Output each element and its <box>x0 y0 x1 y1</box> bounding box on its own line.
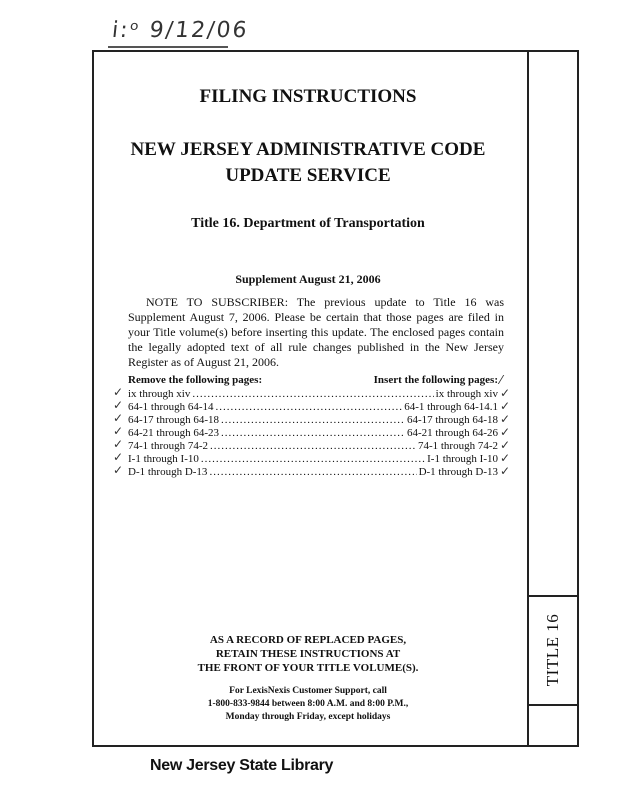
retain-notice-line-2: RETAIN THESE INSTRUCTIONS AT <box>215 648 401 660</box>
subject-heading: Title 16. Department of Transportation <box>191 216 425 231</box>
checkmark-icon: ✓ <box>113 398 124 412</box>
checkmark-icon: ✓ <box>113 385 124 399</box>
table-row <box>128 388 498 401</box>
leader-dots <box>221 414 405 427</box>
remove-pages: 64-17 through 64-18 <box>128 414 220 426</box>
remove-pages: 74-1 through 74-2 <box>128 440 209 452</box>
checkmark-icon: ✓ <box>500 438 511 452</box>
leader-dots <box>192 388 433 401</box>
checkmark-icon: ✓ <box>500 425 511 439</box>
subscriber-note-text: NOTE TO SUBSCRIBER: The previous update to Title 16 was Supplement August 7, 2006. Please be certain that those pages are filed in your Title volume(s) before inserting this update. The enclosed pages contain the legally adopted text of all rule changes published in the New Jersey Register as of August 21, 2006. <box>128 295 504 369</box>
checkmark-icon: ✓ <box>500 464 511 478</box>
insert-pages: 64-1 through 64-14.1 <box>404 401 498 413</box>
leader-dots <box>216 401 403 414</box>
page-frame-bottom <box>92 745 578 747</box>
tab-border-inner <box>527 50 529 747</box>
page-replacement-table <box>128 374 498 479</box>
retain-notice <box>112 633 504 675</box>
leader-dots <box>210 440 416 453</box>
handwriting-underline <box>108 46 228 48</box>
code-title-line-1: NEW JERSEY ADMINISTRATIVE CODE <box>130 139 486 160</box>
insert-pages: 64-17 through 64-18 <box>406 414 498 426</box>
left-checkmarks <box>113 386 129 477</box>
table-row <box>128 401 498 414</box>
insert-pages: I-1 through I-10 <box>427 453 498 465</box>
right-checkmarks <box>500 374 522 478</box>
support-line-3: Monday through Friday, except holidays <box>225 712 391 722</box>
retain-notice-line-1: AS A RECORD OF REPLACED PAGES, <box>209 634 407 646</box>
insert-pages: ix through xiv <box>435 388 498 400</box>
support-line-1: For LexisNexis Customer Support, call <box>229 686 387 696</box>
table-row <box>128 427 498 440</box>
customer-support-info <box>112 685 504 724</box>
table-row <box>128 466 498 479</box>
checkmark-icon: ⁄ <box>500 373 503 387</box>
checkmark-icon: ✓ <box>500 451 511 465</box>
tab-border-outer <box>577 50 579 747</box>
subscriber-note <box>128 295 504 370</box>
insert-header: Insert the following pages: <box>373 374 498 386</box>
code-title-line-2: UPDATE SERVICE <box>225 165 391 186</box>
library-stamp: New Jersey State Library <box>150 757 334 774</box>
remove-pages: D-1 through D-13 <box>128 466 208 478</box>
remove-pages: I-1 through I-10 <box>128 453 199 465</box>
checkmark-icon: ✓ <box>113 424 124 438</box>
checkmark-icon: ✓ <box>500 399 511 413</box>
table-row <box>128 440 498 453</box>
page-title: FILING INSTRUCTIONS <box>199 86 417 107</box>
tab-divider-top <box>527 595 579 597</box>
page-frame-left <box>92 50 94 746</box>
remove-header: Remove the following pages: <box>128 374 263 386</box>
checkmark-icon: ✓ <box>500 386 511 400</box>
remove-pages: ix through xiv <box>128 388 191 400</box>
handwritten-date: i:ᵒ 9/12/06 <box>110 18 250 43</box>
tab-divider-bottom <box>527 704 579 706</box>
checkmark-icon: ✓ <box>500 412 511 426</box>
table-row <box>128 414 498 427</box>
remove-pages: 64-21 through 64-23 <box>128 427 220 439</box>
leader-dots <box>209 466 416 479</box>
page-frame-top <box>92 50 578 52</box>
title-tab-label: TITLE 16 <box>543 613 562 687</box>
checkmark-icon: ✓ <box>113 450 124 464</box>
leader-dots <box>221 427 405 440</box>
retain-notice-line-3: THE FRONT OF YOUR TITLE VOLUME(S). <box>197 662 419 674</box>
code-title <box>112 137 504 189</box>
checkmark-icon: ✓ <box>113 463 124 477</box>
table-row <box>128 453 498 466</box>
leader-dots <box>201 453 425 466</box>
checkmark-icon: ✓ <box>113 437 124 451</box>
support-line-2: 1-800-833-9844 between 8:00 A.M. and 8:00 P.M., <box>207 699 409 709</box>
checkmark-icon: ✓ <box>113 411 124 425</box>
insert-pages: 74-1 through 74-2 <box>417 440 498 452</box>
table-header <box>128 374 498 388</box>
supplement-heading: Supplement August 21, 2006 <box>235 272 381 286</box>
insert-pages: D-1 through D-13 <box>418 466 498 478</box>
insert-pages: 64-21 through 64-26 <box>406 427 498 439</box>
remove-pages: 64-1 through 64-14 <box>128 401 214 413</box>
